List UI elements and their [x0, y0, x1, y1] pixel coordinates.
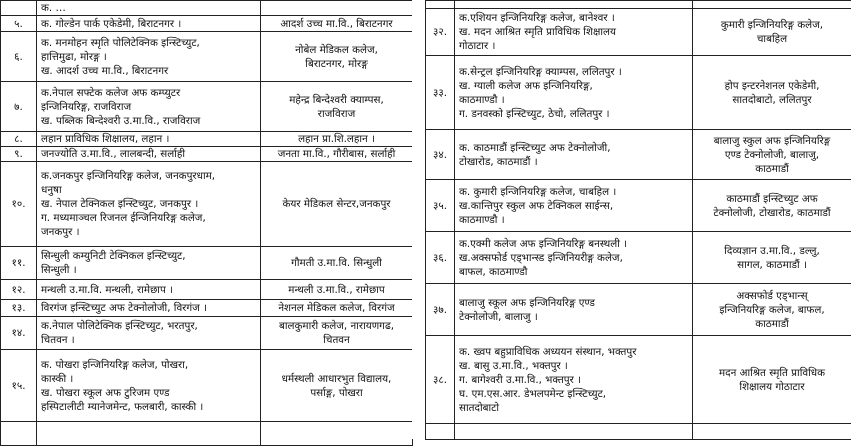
- serial-number: १३.: [1, 300, 37, 317]
- serial-number: ११.: [1, 247, 37, 280]
- college-line: कास्की ।: [41, 372, 258, 386]
- exam-center-line: गौमती उ.मा.वि. सिन्धुली: [263, 256, 410, 270]
- college-list-cell: [455, 9, 693, 56]
- right-center-table: [425, 0, 851, 440]
- college-line: इन्जिनियरिङ्ग, राजविराज: [41, 100, 258, 114]
- exam-center-cell: [693, 424, 851, 440]
- serial-number: [1, 422, 37, 446]
- exam-center-line: काठमाडौं: [695, 317, 849, 331]
- table-row: [1, 317, 413, 350]
- exam-center-line: एण्ड टेक्नोलोजी, बालाजु,: [695, 148, 849, 162]
- college-list-cell: [37, 317, 261, 350]
- college-line: क. गोल्डेन पार्क एकेडेमी, बिराटनगर ।: [41, 17, 258, 31]
- exam-center-cell: [693, 232, 851, 284]
- college-list-cell: [37, 247, 261, 280]
- exam-center-line: बालाजु स्कुल अफ इन्जिनियरिङ्ग: [695, 134, 849, 148]
- college-line: ख. बासु उ.मा.वि., भक्तपुर ।: [459, 359, 690, 373]
- college-line: टेक्नोलोजी, बालाजु ।: [459, 310, 690, 324]
- table-row: [1, 1, 413, 16]
- college-line: काठमाण्डौ ।: [459, 93, 690, 107]
- exam-center-line: राजविराज: [263, 107, 410, 121]
- college-line: हस्पिटालीटी म्यानेजमेन्ट, फलबारी, कास्की ।: [41, 400, 258, 414]
- exam-center-cell: [693, 56, 851, 130]
- college-list-cell: [37, 16, 261, 32]
- exam-center-line: काठमाडौं: [695, 162, 849, 176]
- exam-center-line: जनता मा.वि., गौरीबास, सर्लाही: [263, 147, 410, 161]
- exam-center-line: धर्मस्थली आधारभुत विद्यालय,: [263, 372, 410, 386]
- college-line: क. ख्वप बहुप्राविधिक अध्ययन संस्थान, भक्तपुर: [459, 345, 690, 359]
- serial-number: १४.: [1, 317, 37, 350]
- table-row: [426, 424, 851, 440]
- exam-center-line: चितवन: [263, 333, 410, 347]
- college-line: क. मनमोहन स्मृति पोलिटेक्निक इन्स्टिच्युट,: [41, 36, 258, 50]
- exam-center-line: सागल, काठमाडौं ।: [695, 258, 849, 272]
- college-list-cell: [37, 32, 261, 82]
- exam-center-cell: [261, 132, 413, 147]
- exam-center-line: नोबेल मेडिकल कलेज,: [263, 43, 410, 57]
- college-line: विरगंज इन्स्टिच्युट अफ टेक्नोलोजी, विरगंज ।: [41, 301, 258, 315]
- college-list-cell: [37, 82, 261, 132]
- exam-center-cell: [261, 300, 413, 317]
- left-table-body: [1, 1, 413, 446]
- table-row: [1, 422, 413, 446]
- exam-center-line: कुमारी इन्जिनियरिङ्ग कलेज,: [695, 18, 849, 32]
- college-line: जनज्योति उ.मा.वि., लालबन्दी, सर्लाही: [41, 147, 258, 161]
- college-line: बालाजु स्कूल अफ इन्जिनियरिङ्ग एण्ड: [459, 296, 690, 310]
- exam-center-line: चाबहिल: [695, 32, 849, 46]
- college-line: ख. पब्लिक बिन्देश्वरी उ.मा.वि., राजविराज: [41, 114, 258, 128]
- exam-center-cell: [261, 82, 413, 132]
- college-line: काठमाण्डौ ।: [459, 213, 690, 227]
- table-row: [1, 300, 413, 317]
- college-line: क. पोखरा इन्जिनियरिङ्ग कलेज, पोखरा,: [41, 358, 258, 372]
- exam-center-line: मन्थली उ.मा.वि., रामेछाप: [263, 283, 410, 297]
- exam-center-line: बालकुमारी कलेज, नारायणगढ,: [263, 319, 410, 333]
- college-list-cell: [37, 1, 261, 16]
- college-line: ग. मध्यमाञ्चल रिजनल ईन्जिनियरिङ्ग कलेज,: [41, 211, 258, 225]
- serial-number: ३४.: [426, 130, 455, 180]
- exam-center-line: दिव्यज्ञान उ.मा.वि., डल्लु,: [695, 244, 849, 258]
- exam-center-cell: [261, 422, 413, 446]
- exam-center-cell: [261, 147, 413, 162]
- college-line: चितवन ।: [41, 333, 258, 347]
- college-list-cell: [455, 336, 693, 424]
- serial-number: ५.: [1, 16, 37, 32]
- exam-center-cell: [261, 1, 413, 16]
- exam-center-line: मदन आश्रित स्मृति प्राविधिक: [695, 366, 849, 380]
- serial-number: ७.: [1, 82, 37, 132]
- table-row: [426, 284, 851, 336]
- exam-center-line: केयर मेडिकल सेन्टर,जनकपुर: [263, 197, 410, 211]
- exam-center-line: टेक्नोलोजी, टोखारोड, काठमाडौं: [695, 206, 849, 220]
- college-line: क.एक्मी कलेज अफ इन्जिनियरिङ्ग बनस्थली ।: [459, 237, 690, 251]
- serial-number: ९.: [1, 147, 37, 162]
- exam-center-line: पर्साङ्ग, पोखरा: [263, 386, 410, 400]
- table-row: [426, 1, 851, 9]
- college-line: बाफल, काठमाण्डौ: [459, 265, 690, 279]
- college-list-cell: [37, 300, 261, 317]
- serial-number: ३६.: [426, 232, 455, 284]
- college-line: ख. नेपाल टेक्निकल इन्स्टिच्युट, जनकपुर ।: [41, 197, 258, 211]
- college-line: क. काठमाडौं इन्स्टिच्युट अफ टेक्नोलोजी,: [459, 141, 690, 155]
- college-list-cell: [37, 350, 261, 422]
- exam-center-line: नेशनल मेडिकल कलेज, विरगंज: [263, 301, 410, 315]
- serial-number: [1, 1, 37, 16]
- exam-center-cell: [261, 280, 413, 300]
- table-row: [426, 336, 851, 424]
- column-gap: [412, 0, 425, 439]
- college-list-cell: [455, 56, 693, 130]
- exam-center-cell: [261, 32, 413, 82]
- college-line: क.जनकपुर इन्जिनियरिङ्ग कलेज, जनकपुरधाम,: [41, 169, 258, 183]
- exam-center-cell: [693, 284, 851, 336]
- college-line: क.नेपाल सफ्टेक कलेज अफ कम्प्युटर: [41, 86, 258, 100]
- serial-number: [426, 1, 455, 9]
- table-row: [1, 247, 413, 280]
- serial-number: ३२.: [426, 9, 455, 56]
- exam-center-cell: [693, 1, 851, 9]
- serial-number: ८.: [1, 132, 37, 147]
- table-row: [426, 9, 851, 56]
- college-line: ग. बागेश्वरी उ.मा.वि., भक्तपुर ।: [459, 373, 690, 387]
- college-list-cell: [455, 180, 693, 232]
- college-line: गोठाटार ।: [459, 39, 690, 53]
- exam-center-cell: [261, 350, 413, 422]
- college-line: धनुषा: [41, 183, 258, 197]
- college-list-cell: [37, 147, 261, 162]
- college-line: ख.कान्तिपुर स्कुल अफ टेक्निकल साईन्स,: [459, 199, 690, 213]
- table-row: [426, 232, 851, 284]
- college-list-cell: [455, 1, 693, 9]
- college-list-cell: [455, 232, 693, 284]
- college-line: क.सेन्ट्रल इन्जिनियरिङ्ग क्याम्पस, ललितपुर ।: [459, 65, 690, 79]
- college-line: क.एशियन इन्जिनियरिङ्ग कलेज, बानेश्वर ।: [459, 11, 690, 25]
- table-row: [1, 16, 413, 32]
- serial-number: ३५.: [426, 180, 455, 232]
- table-row: [1, 350, 413, 422]
- exam-center-cell: [261, 162, 413, 247]
- exam-center-line: सातदोबाटो, ललितपुर: [695, 93, 849, 107]
- serial-number: ३७.: [426, 284, 455, 336]
- college-line: क.नेपाल पोलिटेक्निक इन्स्टिच्युट, भरतपुर,: [41, 319, 258, 333]
- exam-center-line: अक्सफोर्ड एड्भान्स्: [695, 289, 849, 303]
- college-line: ख. मदन आश्रित स्मृति प्राविधिक शिक्षालय: [459, 25, 690, 39]
- college-list-cell: [37, 280, 261, 300]
- table-row: [426, 130, 851, 180]
- left-center-table: [0, 0, 413, 446]
- exam-center-line: इन्जिनियरिङ्ग कलेज, बाफल,: [695, 303, 849, 317]
- college-line: क. …: [41, 1, 258, 15]
- serial-number: [426, 424, 455, 440]
- college-list-cell: [37, 132, 261, 147]
- serial-number: ३३.: [426, 56, 455, 130]
- college-line: जनकपुर ।: [41, 225, 258, 239]
- college-line: सातदोबाटो: [459, 401, 690, 415]
- exam-center-line: महेन्द्र बिन्देश्वरी क्याम्पस,: [263, 93, 410, 107]
- college-line: घ. एम.एस.आर. डेभलपमेन्ट इन्स्टिच्युट,: [459, 387, 690, 401]
- college-line: ग. डनवस्को इन्स्टिच्युट, ठेचो, ललितपुर ।: [459, 107, 690, 121]
- college-line: ख.अक्सफोर्ड एड्भान्स्ड इन्जिनियरीङ्ग कलेज,: [459, 251, 690, 265]
- exam-center-line: लहान प्रा.शि.लहान ।: [263, 132, 410, 146]
- college-list-cell: [455, 130, 693, 180]
- serial-number: ३८.: [426, 336, 455, 424]
- exam-center-line: आदर्श उच्च मा.वि., बिराटनगर: [263, 17, 410, 31]
- exam-center-cell: [261, 16, 413, 32]
- serial-number: १०.: [1, 162, 37, 247]
- serial-number: ६.: [1, 32, 37, 82]
- exam-center-cell: [693, 336, 851, 424]
- college-line: हात्तिमुढा, मोरङ्ग ।: [41, 50, 258, 64]
- exam-center-cell: [693, 130, 851, 180]
- serial-number: १५.: [1, 350, 37, 422]
- college-line: ख. पोखरा स्कूल अफ टुरिजम एण्ड: [41, 386, 258, 400]
- exam-center-cell: [261, 247, 413, 280]
- exam-center-cell: [693, 9, 851, 56]
- exam-center-line: काठमाडौं इन्स्टिच्युट अफ: [695, 192, 849, 206]
- college-line: ख. आदर्श उच्च मा.वि., बिराटनगर: [41, 64, 258, 78]
- table-row: [1, 32, 413, 82]
- table-row: [1, 82, 413, 132]
- college-list-cell: [455, 284, 693, 336]
- table-row: [426, 56, 851, 130]
- table-row: [1, 162, 413, 247]
- college-line: लहान प्राविधिक शिक्षालय, लहान ।: [41, 132, 258, 146]
- table-row: [1, 280, 413, 300]
- exam-center-line: बिराटनगर, मोरङ्ग: [263, 57, 410, 71]
- table-row: [1, 147, 413, 162]
- exam-center-cell: [261, 317, 413, 350]
- college-list-cell: [455, 424, 693, 440]
- college-line: टोखारोड, काठमाडौं ।: [459, 155, 690, 169]
- table-row: [1, 132, 413, 147]
- college-list-cell: [37, 162, 261, 247]
- college-line: मन्थली उ.मा.वि. मन्थली, रामेछाप ।: [41, 283, 258, 297]
- college-line: क. कुमारी इन्जिनियरिङ्ग कलेज, चाबहिल ।: [459, 185, 690, 199]
- table-row: [426, 180, 851, 232]
- college-line: सिन्धुली ।: [41, 263, 258, 277]
- exam-center-cell: [693, 180, 851, 232]
- college-list-cell: [37, 422, 261, 446]
- serial-number: १२.: [1, 280, 37, 300]
- exam-center-line: शिक्षालय गोठाटार: [695, 380, 849, 394]
- college-line: ख. ग्याली कलेज अफ इन्जिनियरिङ्ग,: [459, 79, 690, 93]
- exam-center-line: होप इन्टरनेशनल एकेडेमी,: [695, 79, 849, 93]
- right-table-body: [426, 1, 851, 440]
- college-line: सिन्धुली कम्युनिटी टेक्निकल इन्स्टिच्युट,: [41, 249, 258, 263]
